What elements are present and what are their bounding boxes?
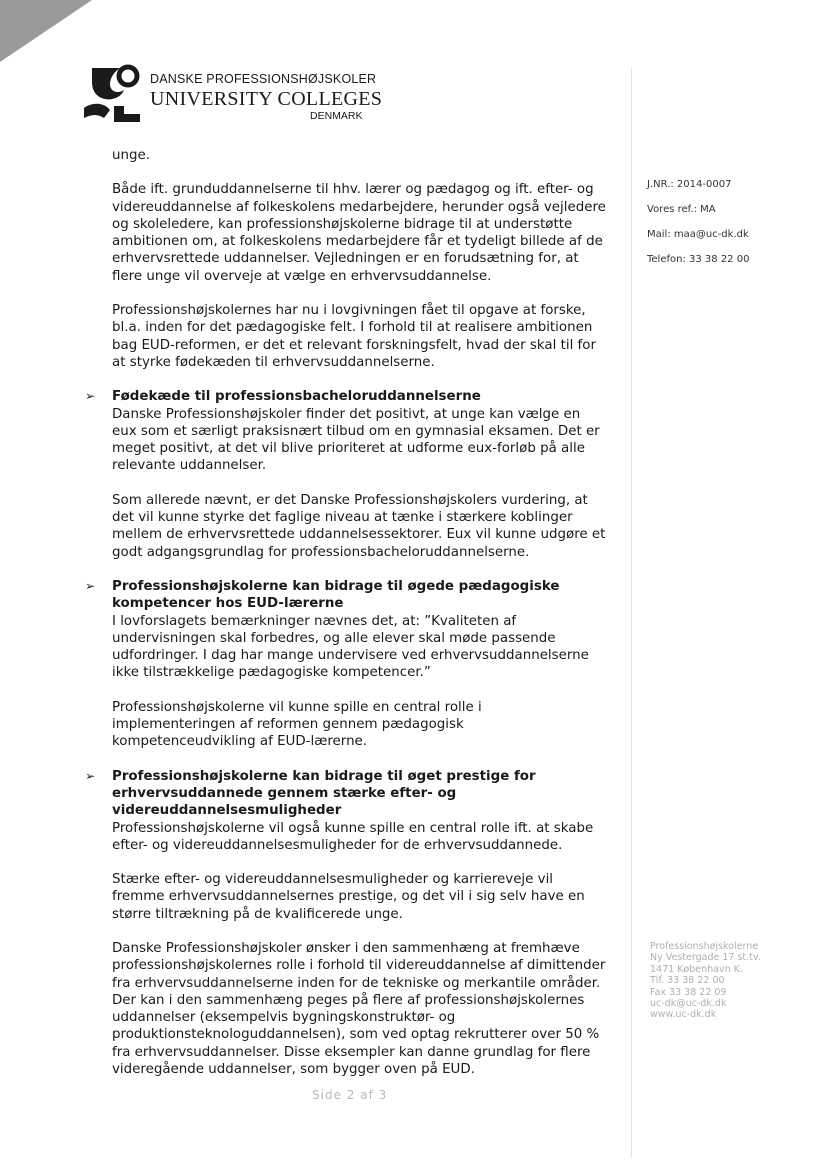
section-text: Professionshøjskolerne vil også kunne spille en central rolle ift. at skabe efter- og videreuddannelsesmuligheder for de erhvervsuddannede. — [112, 820, 594, 853]
section-heading: Fødekæde til professionsbacheloruddannelserne — [112, 389, 481, 405]
section-heading: Professionshøjskolerne kan bidrage til øgede pædagogiske kompetencer hos EUD-lærerne — [112, 578, 560, 612]
reference-sidebar — [647, 178, 749, 278]
phone-number: Telefon: 33 38 22 00 — [647, 254, 750, 265]
paragraph: Professionshøjskolerne vil kunne spille en central rolle i implementeringen af reformen gennem pædagogisk kompetenceudvikling af EUD-lærerne. — [112, 699, 482, 750]
paragraph: Professionshøjskolernes har nu i lovgivningen fået til opgave at forske, bl.a. inden for det pædagogiske felt. I forhold til at realisere ambitionen bag EUD-reformen, er det et relevant forskningsfelt, hvad der skal til for at styrke fødekæden til erhvervsuddannelserne. — [112, 303, 596, 370]
page-corner-mark — [0, 0, 92, 62]
section-pedagogical-competences — [85, 578, 607, 682]
logo — [84, 62, 384, 124]
bullet-arrow-icon: ➢ — [85, 578, 96, 593]
logo-line-middle: UNIVERSITY COLLEGES — [150, 88, 383, 110]
address-line: Professionshøjskolerne — [650, 941, 759, 952]
logo-line-top: DANSKE PROFESSIONSHØJSKOLER — [150, 72, 377, 86]
paragraph: Både ift. grunduddannelserne til hhv. lærer og pædagog og ift. efter- og videreuddannelse af folkeskolens medarbejdere, herunder også vejledere og skoleledere, kan professionshøjskolerne bidrage til at understøtte ambitionen om, at folkeskolens medarbejdere får et tydeligt billede af de erhvervsrettede uddannelser. Vejledningen er en forudsætning for, at flere unge vil overveje at vælge en erhvervsuddannelse. — [112, 182, 606, 284]
logo-mark-icon — [84, 62, 144, 124]
paragraph: Som allerede nævnt, er det Danske Professionshøjskolers vurdering, at det vil kunne styrke det faglige niveau at tænke i stærkere koblinger mellem de erhvervsrettede uddannelsessektorer. Eux vil kunne udgøre et godt adgangsgrundlag for professionsbacheloruddannelserne. — [112, 492, 606, 560]
logo-line-bottom: DENMARK — [310, 110, 363, 122]
address-line: Ny Vestergade 17 st.tv. — [650, 952, 761, 964]
section-text: Danske Professionshøjskoler finder det positivt, at unge kan vælge en eux som et særligt praksisnært tilbud om en gymnasial eksamen. Det er meget positivt, at det vil blive prioriteret at udforme eux-forløb på alle relevante uddannelser. — [112, 406, 600, 474]
address-block — [650, 941, 761, 1021]
mail-address: Mail: maa@uc-dk.dk — [647, 229, 749, 240]
paragraph: Stærke efter- og videreuddannelsesmuligheder og karriereveje vil fremme erhvervsuddannelsernes prestige, og det vil i sig selv have en større tiltrækning på de kvalificerede unge. — [112, 872, 585, 922]
paragraph: unge. — [112, 148, 150, 163]
address-line: 1471 København K. — [650, 963, 743, 975]
page-number: Side 2 af 3 — [312, 1088, 388, 1102]
address-line: Tlf. 33 38 22 00 — [650, 975, 725, 987]
address-line: uc-dk@uc-dk.dk — [650, 998, 727, 1010]
section-heading: Professionshøjskolerne kan bidrage til øget prestige for erhvervsuddannede gennem stærke efter- og videreuddannelsesmuligheder — [112, 768, 536, 819]
letter-body — [85, 147, 607, 1095]
journal-number: J.NR.: 2014-0007 — [647, 179, 732, 190]
paragraph: Danske Professionshøjskoler ønsker i den sammenhæng at fremhæve professionshøjskolernes rolle i forhold til videreuddannelse af dimittender fra erhvervsuddannelserne inden for de tekniske og merkantile områder. Der kan i den sammenhæng peges på flere af professionshøjskolernes uddannelser (eksempelvis bygningskonstruktør- og produktionsteknologuddannelsen), som ved optag rekrutterer over 50 % fra erhvervsuddannelser. Disse eksempler kan danne grundlag for flere videregående uddannelser, som bygger oven på EUD. — [112, 940, 606, 1078]
section-prestige — [85, 768, 607, 854]
section-text: I lovforslagets bemærkninger nævnes det, at: ”Kvaliteten af undervisningen skal forbedres, og alle elever skal møde passende udfordringer. I dag har mange undervisere ved erhvervsuddannelserne ikke tilstrækkelige pædagogiske kompetencer.” — [112, 613, 589, 681]
section-feeder-chain — [85, 388, 607, 474]
margin-divider — [631, 68, 632, 1158]
address-line: www.uc-dk.dk — [650, 1009, 717, 1021]
bullet-arrow-icon: ➢ — [85, 389, 96, 404]
our-reference: Vores ref.: MA — [647, 204, 716, 215]
bullet-arrow-icon: ➢ — [85, 768, 96, 783]
address-line: Fax 33 38 22 09 — [650, 986, 727, 998]
